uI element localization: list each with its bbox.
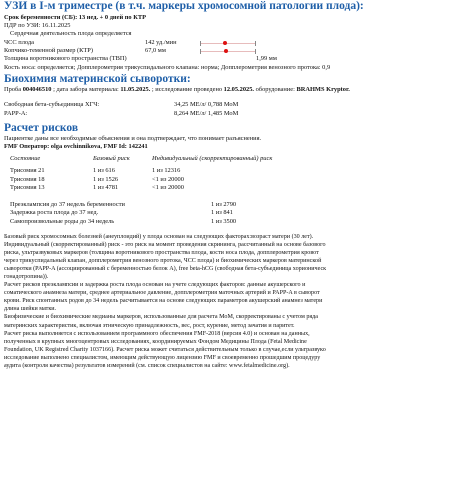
marker-label: PAPP-A: (4, 109, 28, 117)
equipment: BRAHMS Kryptor. (296, 85, 350, 93)
measurement-row-fhr (4, 39, 451, 47)
gauge-max-tick (255, 49, 256, 54)
note-line: полученных в крупных многоцентровых исследованиях, координируемых Фондом Медицины Плода (Fetal Medicine (4, 338, 307, 345)
note-line: через трикуспидальный клапан, допплерометрия венозного протока, ЧСС плода) и биохимических маркеров материнской (4, 257, 322, 264)
crl-range-gauge (200, 51, 256, 52)
note-line: длина шейки матки. (4, 306, 57, 313)
explanatory-notes (4, 233, 451, 371)
doppler-findings: Кость носа: определяется; Допплерометрия трикуспидального клапана: норма; Допплерометрия венозного протока: 0,9 (4, 63, 331, 71)
note-line: крови. Риск спонтанных родов до 34 недель расчитывается на основе следующих параметров акушерский анамнез матери (4, 298, 323, 305)
fhr-range-gauge (200, 43, 256, 44)
note-line: аудита (контроля качества) результатов измерений (см. список специалистов на сайте: www.fetalmedicine.org). (4, 363, 290, 370)
gestation-age: Срок беременности (СБ): 13 нед. + 0 дней по КТР (4, 14, 146, 21)
risk-table-row: Трисомия 13 1 из 4781 <1 из 20000 (10, 184, 184, 192)
measurement-row-nt (4, 55, 451, 63)
other-risk-row: Самопроизвольные роды до 34 недель 1 из 3500 (10, 217, 237, 225)
marker-value: 34,25 МЕ/л/ 0,788 МоМ (174, 101, 239, 109)
note-line: Расчет риска выполняется с использованием программного обеспечения FMF-2018 (версия 4.0) и основан на данных, (4, 330, 310, 337)
measurement-label: Копчико-теменной размер (КТР) (4, 47, 93, 54)
other-risks (4, 201, 451, 227)
risk-table-row: Трисомия 21 1 из 616 1 из 12316 (10, 166, 181, 174)
note-line: гонадотропина)). (4, 274, 49, 280)
fhr-value-marker (223, 41, 227, 45)
sample-date: 11.05.2025. (120, 85, 151, 93)
note-line: исследование выполнено специалистом, имеющим действующую лицензию FMF и своевременно прошедшим процедуру (4, 354, 321, 361)
risk-table-header (4, 155, 451, 164)
risk-table-row: Трисомия 18 1 из 1526 <1 из 20000 (10, 175, 184, 183)
note-line: Foundation, UK Registred Charity 1037166). Расчет риска может считаться действительным только в случае,если ультразвуко (4, 346, 326, 353)
note-line: Расчет рисков преэклампсии и задержка роста плода основан на учете следующих факторов: данные акушерского и (4, 282, 306, 289)
sample-id: 004046510 (22, 85, 52, 93)
note-line: материнских характеристик, включая этническую принадлежность, вес, рост, курение, метод зачатия и паритет. (4, 322, 295, 329)
header-condition: Состояние (10, 155, 41, 163)
other-risk-row: Задержка роста плода до 37 нед. 1 из 841 (10, 209, 233, 217)
gauge-min-tick (200, 49, 201, 54)
risk-section-title: Расчет рисков (4, 121, 79, 134)
note-line: сыворотки (PAPP-A (ассоциированный с беременностью белок А), free beta-hCG (свободная бета-субъединица хорионическ (4, 265, 327, 272)
note-line: риска, ультразвуковых маркеров (толщина воротникового пространства плода, кости носа плода, допплерометрия кровот (4, 249, 319, 256)
note-line: Биофизические и биохимические медианы маркеров, использованные для расчета МоМ, скорректированы с учетом ряда (4, 314, 318, 321)
measurement-row-crl (4, 47, 451, 55)
marker-label: Свободная бета-субъединица ХГЧ: (4, 101, 100, 109)
measurement-label: ЧСС плода (4, 38, 34, 46)
sample-info: Проба 004046510 ; дата забора материала: 11.05.2025. ; исследование проведено 12.05.2025. оборудование: BRAHMS Kryptor. (4, 85, 350, 93)
note-line: Базовый риск хромосомных болезней (анеуплоидий) у плода основан на следующих факторах:возраст матери (30 лет). (4, 233, 314, 240)
measurement-value: 1,99 мм (256, 55, 277, 63)
note-line: соматического анамнеза матери, среднее артериальное давление, допплерометрия маточных артерий и PAPP-A в сыворот (4, 290, 320, 297)
consent-statement: Пациентке даны все необходимые объяснения и она подтверждает, что понимает разъяснения. (4, 134, 262, 142)
marker-row-hcg (4, 101, 451, 109)
marker-row-pappa (4, 110, 451, 118)
biochem-section-title: Биохимия материнской сыворотки: (4, 72, 191, 85)
test-date: 12.05.2025. (223, 85, 255, 93)
ultrasound-section-title: УЗИ в I-м триместре (в т.ч. маркеры хромосомной патологии плода): (4, 0, 364, 12)
fmf-operator: FMF Оператор: olga ovchinnikova, FMF Id: 142241 (4, 143, 148, 151)
header-base-risk: Базовый риск (93, 155, 130, 163)
measurement-value: 142 уд./мин (145, 38, 177, 46)
header-individual-risk: Индивидуальный (скорректированный) риск (152, 155, 273, 163)
crl-value-marker (224, 49, 228, 53)
gauge-max-tick (255, 41, 256, 46)
measurement-value: 67,0 мм (145, 47, 166, 54)
other-risk-row: Преэклампсия до 37 недель беременности 1 из 2790 (10, 200, 237, 208)
heart-activity: Сердечная деятельность плода определяется (10, 30, 132, 38)
measurement-label: Толщина воротникового пространства (ТВП) (4, 55, 127, 63)
estimated-due-date: ПДР по УЗИ: 16.11.2025 (4, 22, 71, 30)
risk-table (4, 155, 451, 192)
marker-value: 8,264 МЕ/л/ 1,485 МоМ (174, 109, 239, 117)
note-line: Индивидуальный (скорректированный) риск - это риск на момент проведения скрининга, рассчитанный на основе базового (4, 241, 326, 248)
gauge-min-tick (200, 41, 201, 46)
